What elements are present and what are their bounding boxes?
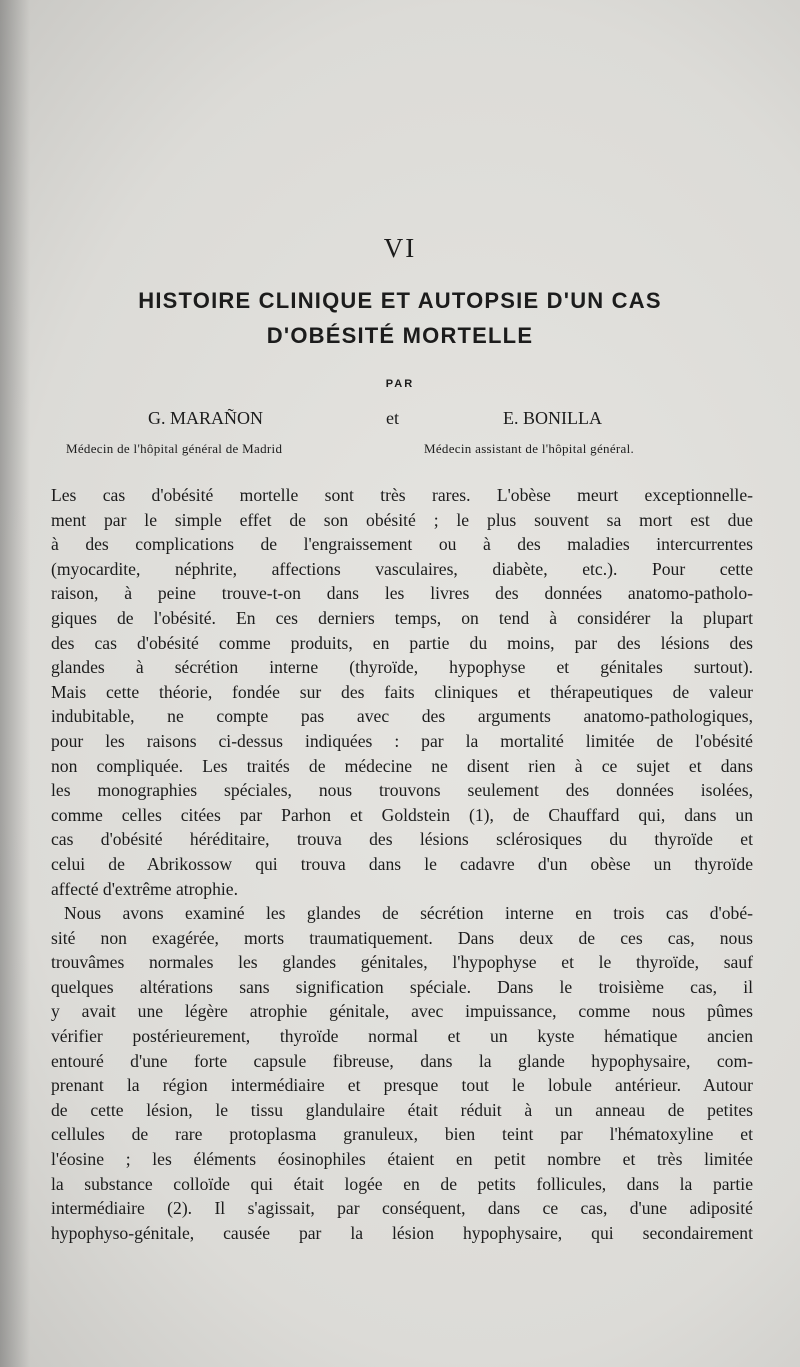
author-maranon: G. MARAÑON <box>148 408 264 428</box>
text-line: entouré d'une forte capsule fibreuse, dans la glande hypophysaire, com- <box>51 1050 753 1071</box>
text-line: celui de Abrikossow qui trouva dans le cadavre d'un obèse un thyroïde <box>51 853 753 874</box>
text-line: les monographies spéciales, nous trouvons seulement des données isolées, <box>51 780 753 801</box>
text-line: l'éosine ; les éléments éosinophiles étaient en petit nombre et très limitée <box>51 1149 753 1170</box>
text-line: cas d'obésité héréditaire, trouva des lésions sclérosiques du thyroïde et <box>51 829 753 850</box>
title-line-1: HISTOIRE CLINIQUE ET AUTOPSIE D'UN CAS <box>138 288 662 313</box>
text-line: Nous avons examiné les glandes de sécrétion interne en trois cas d'obé- <box>64 903 753 924</box>
text-line: intermédiaire (2). Il s'agissait, par conséquent, dans ce cas, d'une adiposité <box>51 1198 753 1219</box>
text-line: des cas d'obésité comme produits, en partie du moins, par des lésions des <box>51 632 753 653</box>
author-conjunction: et <box>386 408 399 428</box>
chapter-number: VI <box>383 233 417 263</box>
text-line: trouvâmes normales les glandes génitales, l'hypophyse et le thyroïde, sauf <box>51 952 753 973</box>
author-bonilla: E. BONILLA <box>503 408 602 428</box>
text-line: non compliquée. Les traités de médecine ne disent rien à ce sujet et dans <box>51 755 753 776</box>
page-edge-shadow <box>0 0 30 1367</box>
text-line: comme celles citées par Parhon et Goldstein (1), de Chauffard qui, dans un <box>51 804 753 825</box>
text-line: prenant la région intermédiaire et presque tout le lobule antérieur. Autour <box>51 1075 753 1096</box>
text-line: cellules de rare protoplasma granuleux, bien teint par l'hématoxyline et <box>51 1124 753 1145</box>
text-line: vérifier postérieurement, thyroïde normal et un kyste hématique ancien <box>51 1026 753 1047</box>
affiliation-bonilla: Médecin assistant de l'hôpital général. <box>424 441 635 456</box>
text-line: y avait une légère atrophie génitale, avec impuissance, comme nous pûmes <box>51 1001 753 1022</box>
text-line: de cette lésion, le tissu glandulaire était réduit à un anneau de petites <box>51 1099 753 1120</box>
text-line: indubitable, ne compte pas avec des arguments anatomo-pathologiques, <box>51 706 753 727</box>
affiliation-maranon: Médecin de l'hôpital général de Madrid <box>66 441 283 456</box>
text-line: glandes à sécrétion interne (thyroïde, hypophyse et génitales surtout). <box>51 657 753 678</box>
body-text <box>51 483 753 1245</box>
text-line: ment par le simple effet de son obésité ; le plus souvent sa mort est due <box>51 509 753 530</box>
text-line: pour les raisons ci-dessus indiquées : par la mortalité limitée de l'obésité <box>51 730 753 751</box>
text-line: Les cas d'obésité mortelle sont très rares. L'obèse meurt exceptionnelle- <box>51 485 753 505</box>
text-line: sité non exagérée, morts traumatiquement. Dans deux de ces cas, nous <box>51 927 753 948</box>
title-line-2: D'OBÉSITÉ MORTELLE <box>266 323 534 348</box>
text-line: quelques altérations sans signification spéciale. Dans le troisième cas, il <box>51 976 753 997</box>
text-line: giques de l'obésité. En ces derniers temps, on tend à considérer la plupart <box>51 607 753 628</box>
text-line: la substance colloïde qui était logée en de petits follicules, dans la partie <box>51 1173 753 1194</box>
text-line: hypophyso-génitale, causée par la lésion hypophysaire, qui secondairement <box>51 1222 753 1243</box>
text-line: Mais cette théorie, fondée sur des faits cliniques et thérapeutiques de valeur <box>51 681 753 702</box>
text-line: (myocardite, néphrite, affections vasculaires, diabète, etc.). Pour cette <box>51 558 753 579</box>
text-line: raison, à peine trouve-t-on dans les livres des données anatomo-patholo- <box>51 583 753 604</box>
byline-par: PAR <box>385 378 415 390</box>
text-line: affecté d'extrême atrophie. <box>51 878 238 899</box>
text-line: à des complications de l'engraissement ou à des maladies intercurrentes <box>51 534 753 555</box>
authors-row <box>0 408 800 432</box>
